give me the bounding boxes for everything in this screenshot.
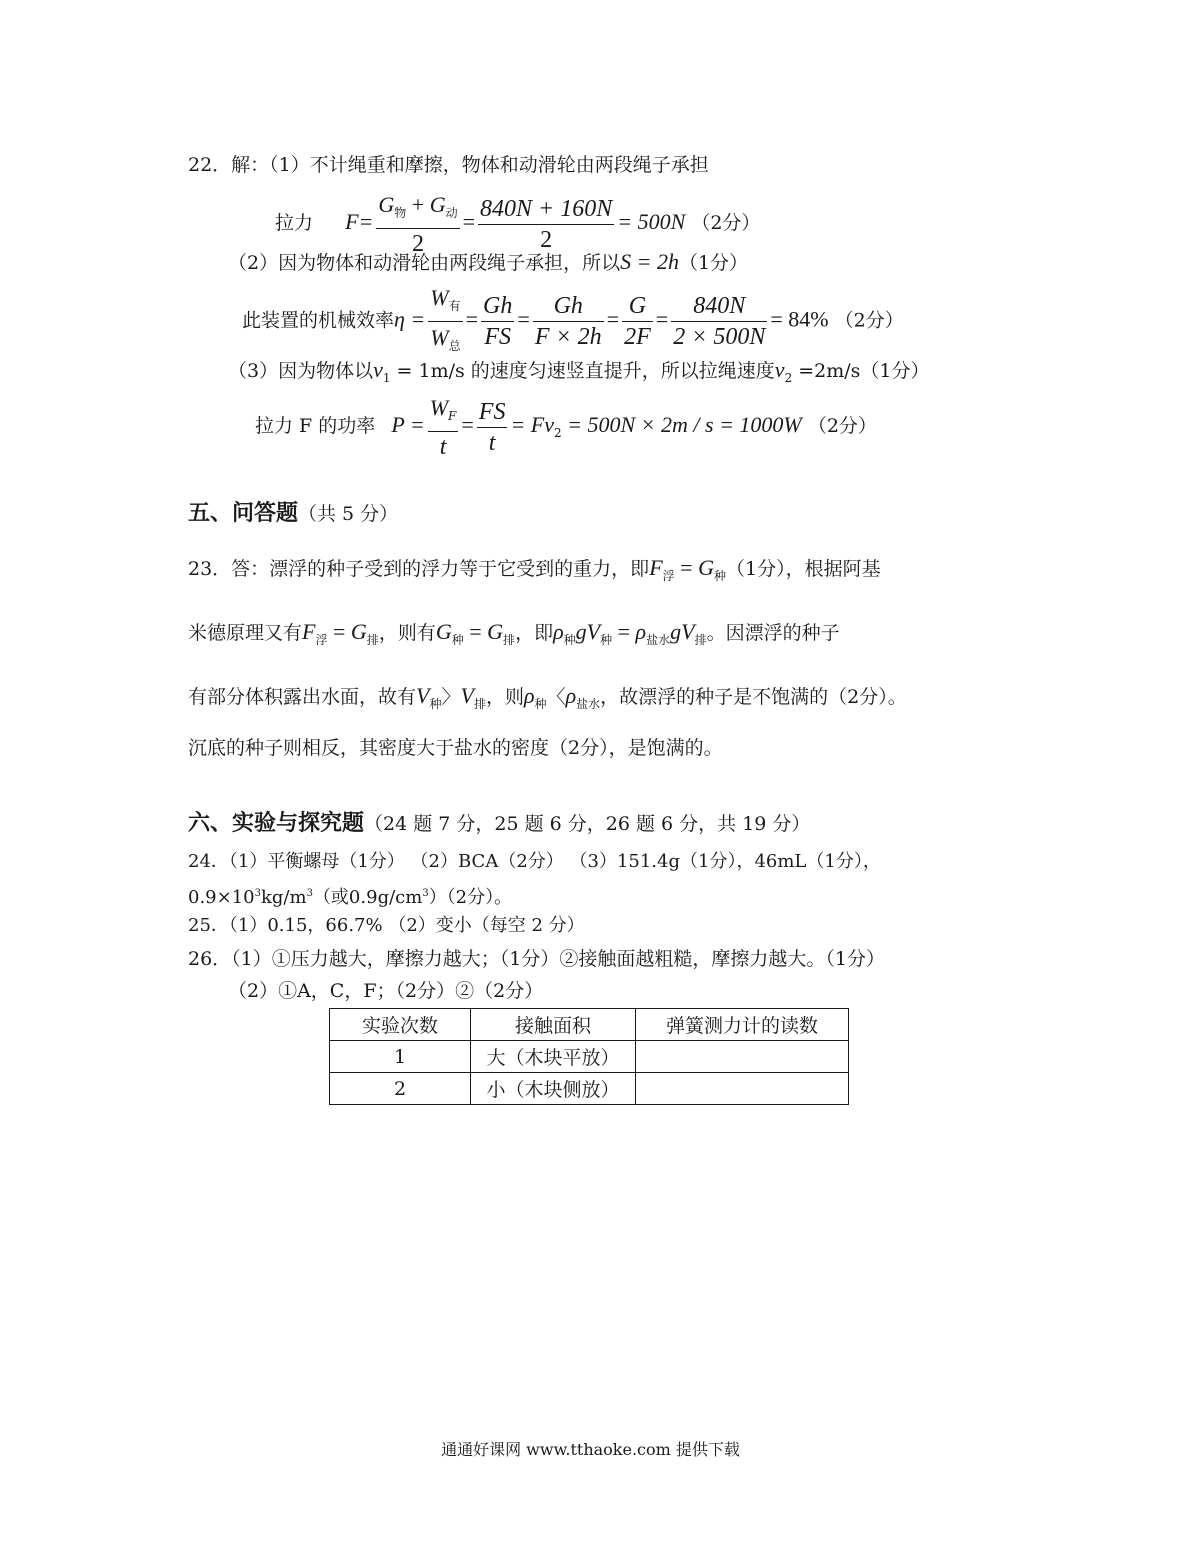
q23-l1-b: （1分），根据阿基 <box>725 558 881 580</box>
q22-pull-result: = 500N <box>617 209 686 234</box>
q23-l2-G3-sub: 排 <box>503 633 516 647</box>
q22-power-formula: 拉力 F 的功率 P = $\frac{W_F}{t}$ = $\frac{FS}{t}$ = $Fv_2 = 500N \times 2m / s = 1000W$ （2分） <box>255 395 877 460</box>
q23-line-3 <box>188 683 907 717</box>
q22-pull-den2: 2 <box>540 226 553 253</box>
section5-heading <box>188 498 398 529</box>
q22-pull-plus: + <box>406 192 430 217</box>
q22-power-P: P = <box>391 412 425 437</box>
q23-line-1 <box>188 555 881 589</box>
q22-part2-eq: S = 2h <box>620 249 679 274</box>
q23-l2-gV2: gV <box>670 619 695 644</box>
section6-title: 六、实验与探究题 <box>188 810 365 836</box>
q22-pull-num-b: G <box>429 192 446 217</box>
q23-l2-F: F <box>302 619 316 644</box>
q22-eff-fraction-2 <box>481 292 514 351</box>
q23-l2-eq1: = <box>327 619 351 644</box>
q22-power-f1-den: t <box>439 434 447 460</box>
q23-l2-rho1: ρ <box>553 619 564 644</box>
q22-pull-sub-b: 动 <box>445 206 458 220</box>
q23-l2-a: 米德原理又有 <box>188 622 303 644</box>
table-cell: 小（木块侧放） <box>471 1073 636 1105</box>
q22-part3-v2-sub: 2 <box>784 371 793 385</box>
q22-power-score: （2分） <box>807 415 877 437</box>
q22-part2-text: （2）因为物体和动滑轮由两段绳子承担，所以 <box>228 252 621 274</box>
q22-part3-a: （3）因为物体以 <box>228 360 374 382</box>
q23-l3-gt: 〉 <box>441 686 461 708</box>
section5-title: 五、问答题 <box>188 500 299 526</box>
q23-l3-rho1-sub: 种 <box>534 697 547 711</box>
q22-pull-fraction-1 <box>376 190 459 258</box>
q23-l3-V2: V <box>460 683 474 708</box>
q22-part3-v1: v <box>373 357 383 382</box>
q23-l1-a: 23．答：漂浮的种子受到的浮力等于它受到的重力，即 <box>188 558 650 580</box>
q24-l2-a: 0.9×10 <box>188 887 255 908</box>
q23-l1-F-sub: 浮 <box>662 569 675 583</box>
q23-l2-G2: G <box>435 619 452 644</box>
q22-eff-f5-den: 2 × 500N <box>673 324 766 350</box>
q24-line-2 <box>188 881 512 911</box>
q22-part2 <box>228 249 748 276</box>
q23-l3-rho2-sub: 盐水 <box>576 697 601 711</box>
q23-l2-F-sub: 浮 <box>315 633 328 647</box>
q24-l2-sup3: 3 <box>422 888 429 899</box>
q22-part3-c: =2m/s（1分） <box>792 360 930 382</box>
q23-l2-gV1: gV <box>575 619 601 644</box>
q23-l3-rho2: ρ <box>565 683 577 708</box>
table-cell: 2 <box>330 1073 471 1105</box>
q23-l1-G: G <box>698 555 714 580</box>
q22-pull-num2: 840N + 160N <box>478 195 614 225</box>
q22-power-f1-num-sub: F <box>448 409 457 423</box>
q22-eff-f5-num: 840N <box>671 292 767 322</box>
q26-line-1: 26．（1）①压力越大，摩擦力越大；（1分）②接触面越粗糙，摩擦力越大。（1分） <box>188 948 885 970</box>
q23-l1-F: F <box>649 555 663 580</box>
q23-l2-G1-sub: 排 <box>366 633 379 647</box>
q23-l2-rho1-sub: 种 <box>563 633 576 647</box>
table-cell: 1 <box>330 1041 471 1073</box>
q23-l3-V1: V <box>416 683 430 708</box>
q24-l2-sup2: 3 <box>306 888 313 899</box>
q23-line-2 <box>188 619 840 653</box>
q24-l2-b: kg/m <box>261 887 307 908</box>
q22-eff-f3-num: Gh <box>533 292 604 322</box>
q24-l2-c: （或0.9g/cm <box>312 887 423 908</box>
q23-l2-gV1-sub: 种 <box>600 633 613 647</box>
q23-l3-V1-sub: 种 <box>429 697 442 711</box>
q22-pull-score: （2分） <box>691 212 761 234</box>
q22-pull-num-a: G <box>378 192 395 217</box>
q23-l2-G3: G <box>487 619 504 644</box>
table-cell <box>636 1041 849 1073</box>
q22-eff-f4-den: 2F <box>624 324 651 350</box>
q23-l3-V2-sub: 排 <box>473 697 486 711</box>
q24-line-1: 24．（1）平衡螺母（1分） （2）BCA（2分） （3）151.4g（1分），46mL（1分）， <box>188 851 881 872</box>
q24-l2-d: ）（2分）。 <box>428 887 513 908</box>
q22-eff-f4-num: G <box>622 292 653 322</box>
q23-l3-rho1: ρ <box>523 683 535 708</box>
table-cell <box>636 1073 849 1105</box>
q22-eff-f3-den: F × 2h <box>534 324 602 350</box>
q22-eff-f1-den-sub: 总 <box>448 339 461 353</box>
q22-part2-score: （1分） <box>678 252 749 274</box>
q23-l2-G1: G <box>350 619 367 644</box>
q22-power-f2-den: t <box>488 429 496 456</box>
table-cell: 大（木块平放） <box>471 1041 636 1073</box>
q22-pull-den: 2 <box>411 231 424 257</box>
q22-pull-F: F= <box>345 209 374 234</box>
q23-l2-gV2-sub: 排 <box>694 633 707 647</box>
q22-power-f2-num: FS <box>477 398 508 428</box>
q22-eff-f1-den: W <box>430 325 449 350</box>
q23-l2-eq2: = <box>463 619 488 644</box>
table-header-cell: 实验次数 <box>330 1009 471 1041</box>
q22-power-result: = 500N × 2m / s = 1000W <box>561 412 802 437</box>
q22-part3-b: = 1m/s 的速度匀速竖直提升，所以拉绳速度 <box>390 360 775 382</box>
experiment-table <box>329 1008 849 1105</box>
table-header-cell: 接触面积 <box>471 1009 636 1041</box>
q22-eff-label: 此装置的机械效率 <box>242 309 395 332</box>
table-row <box>330 1041 849 1073</box>
q23-l2-d: 。因漂浮的种子 <box>706 622 840 644</box>
q22-power-f1-num: W <box>429 395 449 420</box>
q22-eff-result: = 84% <box>770 306 829 332</box>
q22-pull-formula: 拉力 F= $\frac{G_物 + G_动}{2}$ = $\frac{840N + 160N}{2}$ = 500N （2分） <box>275 192 761 257</box>
q23-l3-c: ，故漂浮的种子是不饱满的（2分）。 <box>600 686 907 708</box>
q22-efficiency-formula: 此装置的机械效率η = $\frac{W_有}{W_总}$ = $\frac{Gh}{FS}$ = $\frac{Gh}{F \times 2h}$ = $\frac{G}{2F}$ = $\frac{840N}{2 \times 500N}$ = 84% （2分） <box>242 283 904 360</box>
q24-l2-sup1: 3 <box>254 888 261 899</box>
q22-part3-v2: v <box>774 357 785 382</box>
q22-eff-eta: η = <box>394 306 426 332</box>
q22-power-eq: = Fv <box>510 412 555 437</box>
q23-l2-b: ，则有 <box>378 622 436 644</box>
q22-power-eq-sub: 2 <box>554 426 562 440</box>
q22-power-label: 拉力 F 的功率 <box>255 415 376 437</box>
section6-note: （24 题 7 分，25 题 6 分，26 题 6 分，共 19 分） <box>364 813 811 835</box>
q22-pull-label: 拉力 <box>275 212 314 234</box>
q23-l3-a: 有部分体积露出水面，故有 <box>188 686 417 708</box>
q22-eff-fraction-1 <box>428 283 462 360</box>
q22-part3-v1-sub: 1 <box>382 371 391 385</box>
q23-l3-b: ，则 <box>485 686 524 708</box>
q22-power-fraction-1 <box>428 393 459 461</box>
q22-eff-fraction-3 <box>533 292 604 351</box>
q23-l2-eq3: = <box>612 619 636 644</box>
q26-line-2: （2）①A，C，F；（2分）②（2分） <box>228 980 544 1002</box>
q23-l2-c: ，即 <box>515 622 554 644</box>
q25-line-1: 25．（1）0.15，66.7% （2）变小（每空 2 分） <box>188 915 585 936</box>
q22-eff-score: （2分） <box>834 309 904 332</box>
q23-l2-rho2: ρ <box>635 619 647 644</box>
q23-l1-G-sub: 种 <box>713 569 726 583</box>
q23-l2-rho2-sub: 盐水 <box>646 633 671 647</box>
q22-eff-f1-num: W <box>430 285 449 310</box>
q22-eff-fraction-4 <box>622 292 653 351</box>
q23-l2-G2-sub: 种 <box>451 633 464 647</box>
q22-part3 <box>228 357 930 391</box>
q22-eff-f1-num-sub: 有 <box>448 299 461 313</box>
q23-l1-eq: = <box>674 555 699 580</box>
q22-power-fraction-2 <box>477 398 508 457</box>
table-header-row <box>330 1009 849 1041</box>
section6-heading <box>188 808 810 839</box>
q23-line-4: 沉底的种子则相反，其密度大于盐水的密度（2分），是饱满的。 <box>188 737 723 759</box>
q22-eff-fraction-5 <box>671 292 767 351</box>
table-row <box>330 1073 849 1105</box>
page-footer: 通通好课网 www.tthaoke.com 提供下载 <box>441 1440 740 1459</box>
q23-l3-lt: 〈 <box>546 686 566 708</box>
table-header-cell: 弹簧测力计的读数 <box>636 1009 849 1041</box>
q22-eff-f2-den: FS <box>484 324 512 350</box>
q22-eff-f2-num: Gh <box>481 292 514 322</box>
q22-pull-fraction-2 <box>478 195 614 254</box>
q22-pull-sub-a: 物 <box>394 206 407 220</box>
q22-intro: 22．解：（1）不计绳重和摩擦，物体和动滑轮由两段绳子承担 <box>188 154 709 176</box>
section5-note: （共 5 分） <box>298 503 399 525</box>
